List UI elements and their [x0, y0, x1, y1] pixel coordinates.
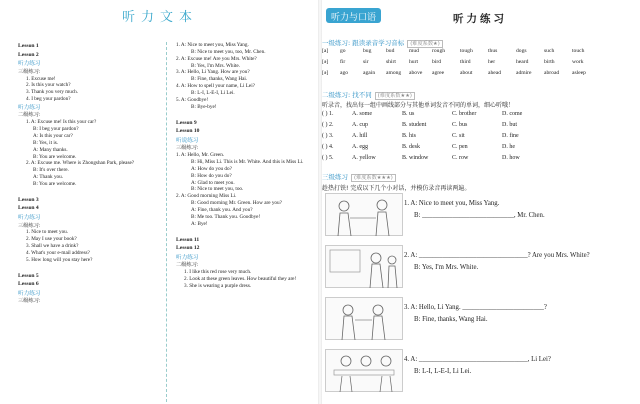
exercise-level-label: 二级练习: — [18, 112, 41, 119]
choice-option: C. row — [452, 155, 469, 161]
lesson-heading: Lesson 3 — [18, 196, 39, 203]
transcript-line: A: Fine, thank you. And you? — [191, 207, 253, 214]
transcript-line: A: Is this your car? — [33, 132, 73, 139]
choice-option: C. sit — [452, 133, 465, 139]
dialogue-line-a: 4. A: ________________________________, Li Lei? — [404, 356, 551, 363]
transcript-line: 4. A: How to spell your name, Li Lei? — [176, 83, 255, 90]
transcript-line: 2. Is this your watch? — [26, 82, 71, 89]
lesson-heading: Lesson 11 — [176, 236, 200, 243]
dialogue-line-b: B: Yes, I'm Mrs. White. — [414, 264, 479, 271]
choice-option: A. yellow — [352, 155, 376, 161]
transcript-line: 2. A: Excuse me! Are you Mrs. White? — [176, 55, 257, 62]
choice-option: A. hill — [352, 133, 368, 139]
transcript-line: B: Hi, Miss Li. This is Mr. White. And this is Miss Li. — [191, 159, 304, 165]
transcript-line: B: Fine, thanks, Wang Hai. — [191, 76, 248, 83]
transcript-line: 1. Nice to meet you. — [26, 229, 69, 236]
exercise-level-label: 三级练习: — [18, 68, 41, 75]
phonetic-row — [322, 48, 600, 54]
transcript-line: 1. I like this red rose very much. — [184, 269, 252, 276]
transcript-line: B: How do you do? — [191, 172, 232, 179]
choice-option: B. desk — [402, 144, 420, 150]
spacer — [176, 111, 314, 119]
exercise-level-label: 三级练习: — [176, 145, 199, 152]
choice-option: D. but — [502, 122, 517, 128]
phonetic-word: birth — [544, 59, 555, 65]
level2-difficulty: (难度系数★★) — [375, 92, 415, 100]
spacer — [18, 264, 160, 272]
transcript-line: 2. A: Good morning Miss Li. — [176, 193, 237, 200]
spacer — [176, 228, 314, 236]
spacer — [18, 188, 160, 196]
exercise-level-label: 三级练习: — [18, 298, 41, 305]
phonetic-word: bug — [363, 48, 372, 54]
phonetic-word: third — [460, 59, 471, 65]
section-label: 听力练习 — [18, 61, 41, 68]
section-badge: 听力与口语 — [326, 8, 381, 23]
transcript-line: B: You are welcome. — [33, 180, 77, 187]
phonetic-word: again — [363, 70, 376, 76]
left-column-b — [176, 42, 314, 290]
transcript-line: 5. How long will you stay here? — [26, 256, 93, 263]
choice-row — [322, 111, 552, 117]
phonetic-word: bud — [386, 48, 395, 54]
choice-option: C. brother — [452, 111, 477, 117]
lesson-heading: Lesson 9 — [176, 119, 197, 126]
illustration-1 — [325, 193, 403, 236]
transcript-line: B: Nice to meet you, too, Mr. Chen. — [191, 48, 266, 55]
level3-label: 三级练习 — [322, 173, 348, 181]
transcript-line: B: Me too. Thank you. Goodbye! — [191, 213, 261, 220]
phonetic-word: above — [409, 70, 423, 76]
phonetic-word: ago — [340, 70, 349, 76]
phonetic-word: asleep — [572, 70, 586, 76]
transcript-line: 3. Shall we have a drink? — [26, 243, 79, 250]
choice-option: D. come — [502, 111, 523, 117]
choice-number: ( ) 2. — [322, 122, 334, 128]
phonetic-word: agree — [432, 70, 445, 76]
dialogue-line-a: 2. A: ________________________________? Are you Mrs. White? — [404, 252, 590, 259]
phonetic-word: her — [488, 59, 496, 65]
section-label: 听力练习 — [18, 104, 41, 111]
transcript-line: 2. Look at these green leaves. How beautiful they are! — [184, 276, 297, 282]
choice-option: B. window — [402, 155, 429, 161]
transcript-line: B: It's over there. — [33, 167, 69, 174]
transcript-line: A: Bye! — [191, 220, 208, 227]
right-page-title: 听力练习 — [453, 13, 507, 25]
choice-option: A. cup — [352, 122, 368, 128]
phonetic-symbol: [ə] — [322, 59, 329, 65]
level3-heading — [322, 172, 396, 181]
phonetic-row — [322, 59, 600, 65]
phonetic-word: touch — [572, 48, 585, 54]
left-column-a — [18, 42, 160, 305]
dialogue-line-b: B: ___________________________, Mr. Chen. — [414, 212, 545, 219]
choice-row — [322, 122, 552, 128]
column-divider — [166, 42, 167, 402]
phonetic-word: heard — [516, 59, 529, 65]
transcript-line: A: Thank you. — [33, 174, 64, 181]
illustration-4 — [325, 349, 403, 392]
transcript-line: B: Yes, it is. — [33, 139, 59, 146]
transcript-line: B: I beg your pardon? — [33, 126, 79, 133]
phonetic-word: dogs — [516, 48, 527, 54]
illustration-3 — [325, 297, 403, 340]
phonetic-word: bird — [432, 59, 442, 65]
phonetic-row — [322, 70, 600, 76]
left-page-title: 听力文本 — [121, 10, 198, 25]
dialogue-line-b: B: Fine, thanks, Wang Hai. — [414, 316, 488, 323]
transcript-line: B: Good morning Mr. Green. How are you? — [191, 200, 282, 207]
phonetic-word: work — [572, 59, 584, 65]
lesson-heading: Lesson 4 — [18, 205, 39, 212]
phonetic-word: shirt — [386, 59, 396, 65]
transcript-line: 3. Thank you very much. — [26, 89, 79, 96]
transcript-line: B: Yes, I'm Mrs. White. — [191, 62, 240, 69]
dialogue-line-b: B: L-I, L-E-I, Li Lei. — [414, 368, 472, 375]
dialogue-line-a: 3. A: Hello, Li Yang. ________________________? — [404, 304, 547, 311]
transcript-line: 1. A: Nice to meet you, Miss Yang. — [176, 42, 249, 48]
phonetic-word: rough — [432, 48, 446, 54]
phonetic-word: hurt — [409, 59, 419, 65]
transcript-line: B: L-I, L-E-I, Li Lei. — [191, 90, 235, 97]
choice-option: A. egg — [352, 144, 368, 150]
exercise-level-label: 三级练习: — [18, 222, 41, 229]
exercise-level-label: 二级练习: — [176, 262, 199, 269]
choice-number: ( ) 5. — [322, 155, 334, 161]
section-label: 听力练习 — [176, 254, 199, 261]
phonetic-word: among — [386, 70, 402, 76]
choice-option: D. fine — [502, 133, 519, 139]
transcript-line: 1. A: Hello, Mr. Green. — [176, 152, 225, 159]
dialogue-line-a: 1. A: Nice to meet you, Miss Yang. — [404, 200, 500, 207]
transcript-line: 4. I beg your pardon? — [26, 96, 71, 103]
level3-difficulty: (难度系数★★★) — [351, 174, 396, 182]
transcript-line: B: You are welcome. — [33, 153, 77, 160]
phonetic-symbol: [a] — [322, 48, 329, 54]
phonetic-word: go — [340, 48, 346, 54]
lesson-heading: Lesson 5 — [18, 272, 39, 279]
choice-option: C. bus — [452, 122, 468, 128]
transcript-line: B: Nice to meet you, too. — [191, 186, 244, 193]
phonetic-word: tough — [460, 48, 473, 54]
phonetic-word: abroad — [544, 70, 560, 76]
phonetic-symbol: [ə] — [322, 70, 329, 76]
phonetic-word: mud — [409, 48, 419, 54]
transcript-line: 1. A: Excuse me! Is this your car? — [26, 119, 97, 126]
choice-option: B. his — [402, 133, 417, 139]
level1-label: 一级练习: 跟读录音学习音标 — [322, 39, 405, 47]
choice-row — [322, 155, 552, 161]
lesson-heading: Lesson 2 — [18, 51, 39, 58]
section-label: 听说练习 — [176, 137, 199, 144]
level1-heading — [322, 38, 443, 47]
phonetic-word: thus — [488, 48, 498, 54]
choice-option: B. us — [402, 111, 415, 117]
choice-number: ( ) 1. — [322, 111, 334, 117]
lesson-heading: Lesson 6 — [18, 281, 39, 288]
phonetic-word: fir — [340, 59, 346, 65]
lesson-heading: Lesson 1 — [18, 43, 39, 49]
transcript-line: 3. She is wearing a purple dress. — [184, 282, 252, 289]
transcript-line: A: Many thanks. — [33, 146, 68, 153]
phonetic-word: sir — [363, 59, 369, 65]
transcript-line: 2. May I use your book? — [26, 236, 77, 243]
level1-difficulty: (难度系数★) — [407, 40, 442, 48]
level2-instruction: 听录音，找出每一组中画线部分与其他单词发音不同的单词，细心听哦！ — [322, 102, 515, 109]
section-label: 听力练习 — [18, 290, 41, 297]
illustration-2 — [325, 245, 403, 288]
phonetic-word: such — [544, 48, 555, 54]
choice-number: ( ) 4. — [322, 144, 334, 150]
lesson-heading: Lesson 10 — [176, 128, 200, 135]
transcript-line: A: Glad to meet you. — [191, 179, 235, 186]
lesson-heading: Lesson 12 — [176, 245, 200, 252]
choice-number: ( ) 3. — [322, 133, 334, 139]
choice-row — [322, 133, 552, 139]
transcript-line: 4. What's your e-mail address? — [26, 249, 90, 256]
transcript-line: 1. Excuse me! — [26, 75, 56, 82]
section-label: 听力练习 — [18, 215, 41, 222]
choice-option: B. student — [402, 122, 427, 128]
transcript-line: B: Bye-bye! — [191, 103, 217, 110]
phonetic-word: ahead — [488, 70, 502, 76]
phonetic-word: admire — [516, 70, 532, 76]
choice-option: C. pen — [452, 144, 468, 150]
level2-label: 二级练习: 找不同 — [322, 91, 372, 99]
transcript-line: A: How do you do? — [191, 165, 232, 172]
level3-instruction: 趁热打铁! 完成以下几个小对话，并模仿录音再读两遍。 — [322, 185, 471, 192]
transcript-line: 2. A: Excuse me. Where is Zhongshan Park, please? — [26, 160, 135, 167]
transcript-line: 3. A: Hello, Li Yang. How are you? — [176, 69, 250, 76]
choice-option: D. he — [502, 144, 515, 150]
choice-option: A. some — [352, 111, 372, 117]
choice-option: D. how — [502, 155, 520, 161]
phonetic-word: about — [460, 70, 473, 76]
choice-row — [322, 144, 552, 150]
level2-heading — [322, 90, 415, 99]
transcript-line: 5. A: Goodbye! — [176, 96, 209, 103]
